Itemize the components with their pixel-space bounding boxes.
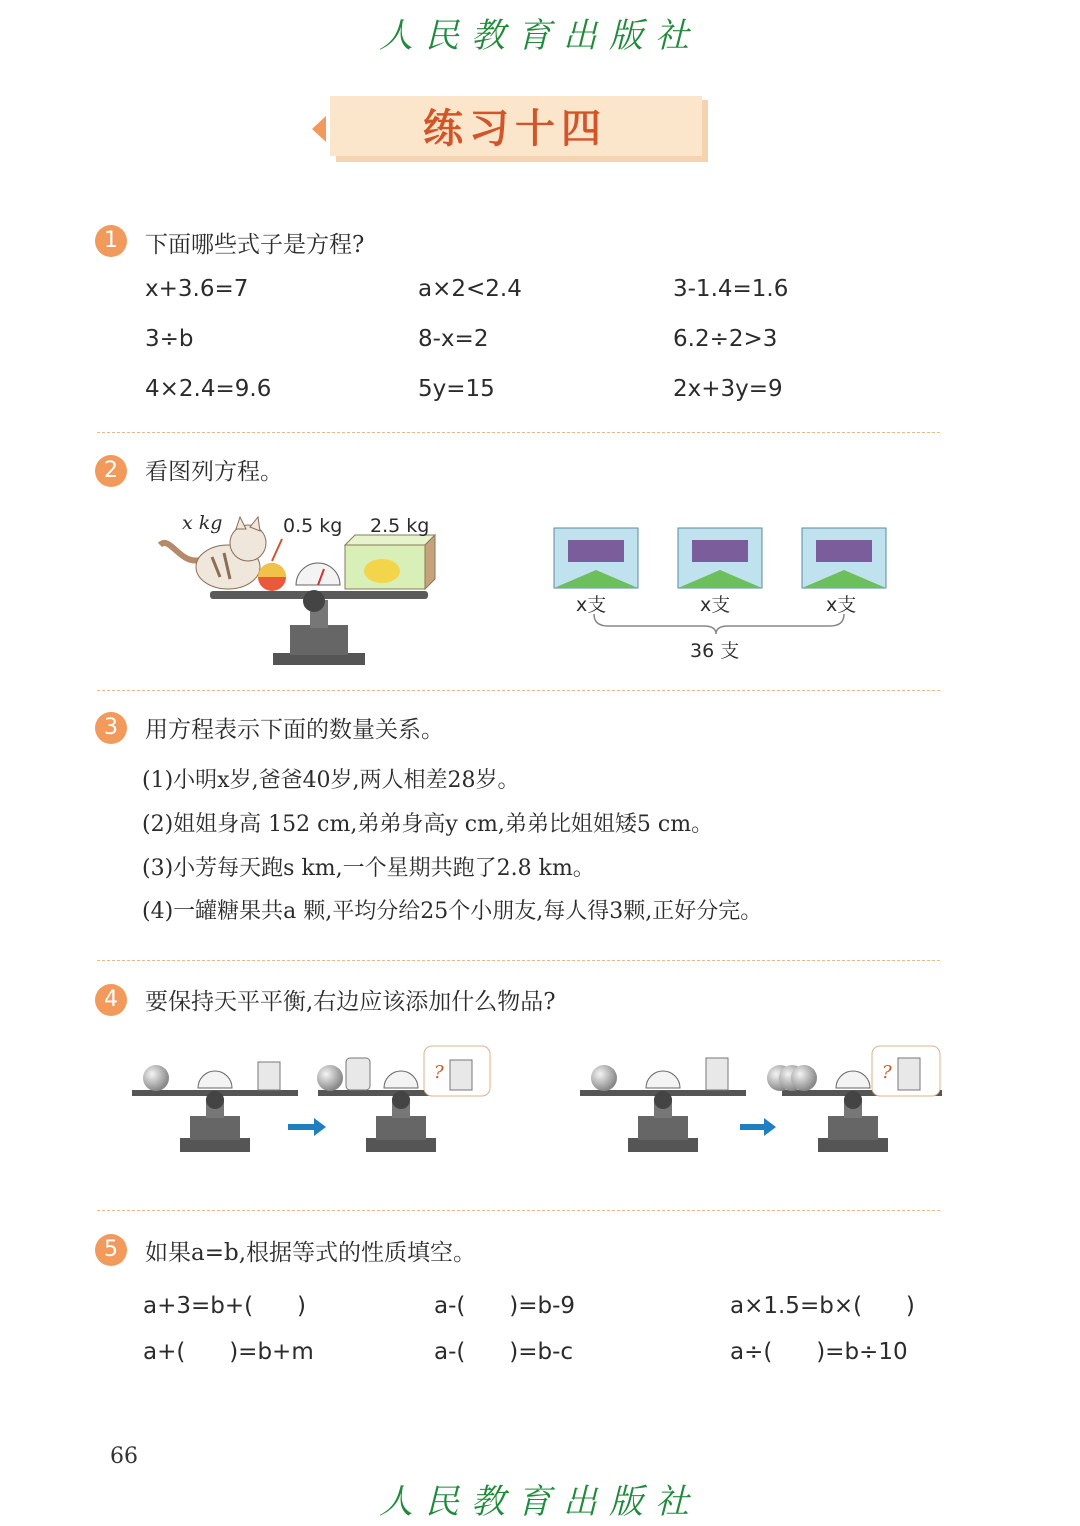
crayon-box-label-1: x支 <box>576 594 607 616</box>
q3-item-3: (3)小芳每天跑s km,一个星期共跑了2.8 km。 <box>142 856 595 881</box>
section-divider <box>97 432 940 433</box>
q5-blank-r1c2: a-( )=b-9 <box>434 1293 576 1319</box>
q1-expr-r2c1: 3÷b <box>145 326 194 352</box>
q1-expr-r3c2: 5y=15 <box>418 376 495 402</box>
q3-item-4: (4)一罐糖果共a 颗,平均分给25个小朋友,每人得3颗,正好分完。 <box>142 899 763 924</box>
q1-expr-r1c3: 3-1.4=1.6 <box>673 276 789 302</box>
q5-blank-r2c1: a+( )=b+m <box>143 1339 314 1365</box>
q3-item-2: (2)姐姐身高 152 cm,弟弟身高y cm,弟弟比姐姐矮5 cm。 <box>142 812 714 837</box>
section-divider <box>97 1210 940 1211</box>
q1-expr-r3c1: 4×2.4=9.6 <box>145 376 272 402</box>
section-divider <box>97 690 940 691</box>
q1-prompt: 下面哪些式子是方程? <box>145 232 365 258</box>
crayon-box-label-3: x支 <box>826 594 857 616</box>
balance-scales-illustration <box>128 1040 948 1160</box>
q1-expr-r2c2: 8-x=2 <box>418 326 489 352</box>
q1-expr-r1c1: x+3.6=7 <box>145 276 249 302</box>
publisher-footer: 人民教育出版社 <box>379 1482 701 1522</box>
crayon-box-label-2: x支 <box>700 594 731 616</box>
q5-blank-r2c2: a-( )=b-c <box>434 1339 574 1365</box>
section-divider <box>97 960 940 961</box>
question-badge-2: 2 <box>95 455 127 487</box>
q3-prompt: 用方程表示下面的数量关系。 <box>145 717 444 743</box>
ball-weight-label: 0.5 kg <box>283 515 343 537</box>
crayon-boxes-illustration <box>548 518 893 638</box>
crayon-total-label: 36 支 <box>690 640 740 662</box>
question-mark-2: ? <box>882 1062 892 1083</box>
q1-expr-r1c2: a×2<2.4 <box>418 276 522 302</box>
question-badge-5: 5 <box>95 1234 127 1266</box>
publisher-header: 人民教育出版社 <box>379 16 701 56</box>
cat-weight-label: x kg <box>182 512 223 534</box>
page-number: 66 <box>110 1444 138 1469</box>
q1-expr-r3c3: 2x+3y=9 <box>673 376 783 402</box>
q5-blank-r1c1: a+3=b+( ) <box>143 1293 306 1319</box>
question-mark-1: ? <box>434 1062 444 1083</box>
q2-prompt: 看图列方程。 <box>145 459 283 485</box>
question-badge-1: 1 <box>95 225 127 257</box>
question-badge-4: 4 <box>95 984 127 1016</box>
q1-expr-r2c3: 6.2÷2>3 <box>673 326 778 352</box>
q5-prompt: 如果a=b,根据等式的性质填空。 <box>145 1240 477 1266</box>
q5-blank-r2c3: a÷( )=b÷10 <box>730 1339 908 1365</box>
q5-blank-r1c3: a×1.5=b×( ) <box>730 1293 915 1319</box>
page-title: 练习十四 <box>423 105 607 152</box>
box-weight-label: 2.5 kg <box>370 515 430 537</box>
q4-prompt: 要保持天平平衡,右边应该添加什么物品? <box>145 989 556 1015</box>
q3-item-1: (1)小明x岁,爸爸40岁,两人相差28岁。 <box>142 768 520 793</box>
question-badge-3: 3 <box>95 712 127 744</box>
